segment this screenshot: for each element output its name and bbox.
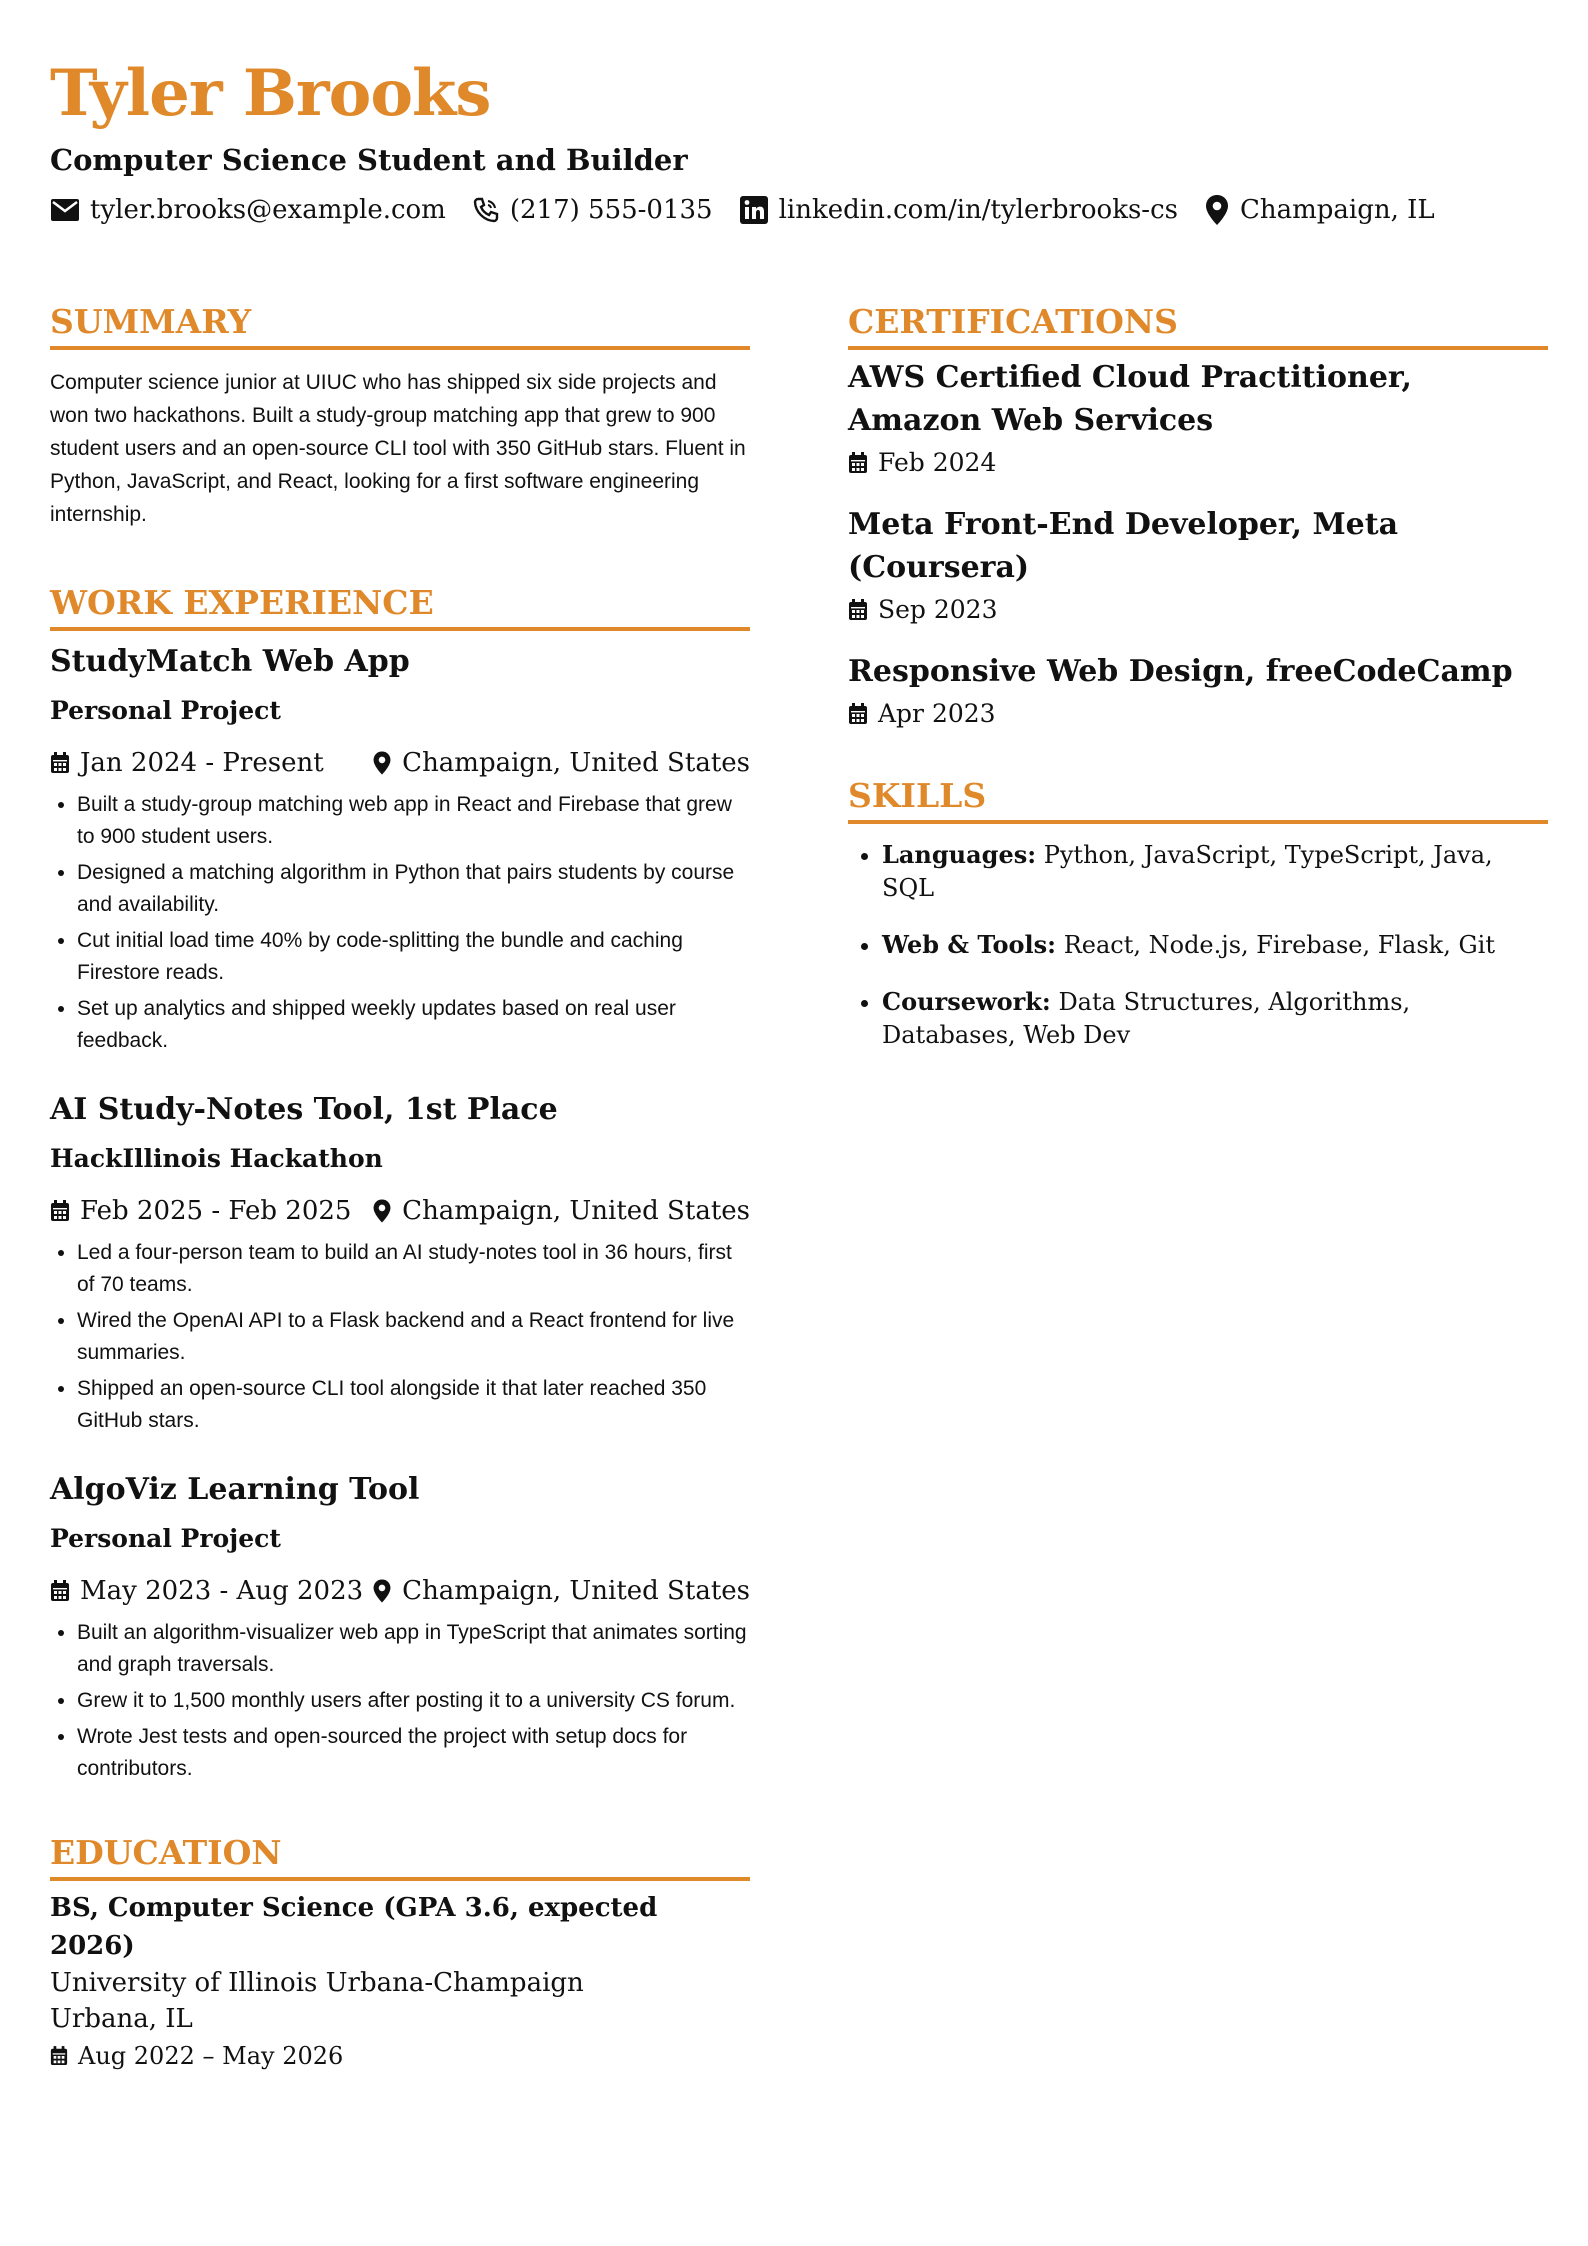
education-school: University of Illinois Urbana-Champaign [50,1968,584,1998]
job-location [372,1571,750,1611]
skills-heading: SKILLS [848,772,1548,824]
candidate-headline: Computer Science Student and Builder [50,143,688,177]
summary-heading: SUMMARY [50,298,750,350]
certification-entry [848,356,1548,481]
job-location-text: Champaign, United States [402,1576,750,1606]
job-dates [50,1571,363,1611]
certification-date [848,696,1548,732]
job-entry [50,1085,750,1437]
job-dates [50,743,324,783]
contact-email[interactable] [50,190,446,230]
calendar-icon [50,1580,70,1602]
bullet-item: • Shipped an open-source CLI tool alongside it that later reached 350 GitHub stars. [77,1373,750,1437]
certification-date-text: Feb 2024 [878,448,997,477]
education-dates [50,2037,750,2075]
skill-label: Web & Tools: [882,930,1057,959]
bullet-item: • Grew it to 1,500 monthly users after posting it to a university CS forum. [77,1685,750,1717]
job-location-text: Champaign, United States [402,748,750,778]
certifications-heading: CERTIFICATIONS [848,298,1548,350]
calendar-icon [848,703,868,725]
job-organization: Personal Project [50,696,281,725]
summary-text: Computer science junior at UIUC who has shipped six side projects and won two hackathons. Built a study-group matching app that grew to 900 student users and an open-source CLI tool with 350 GitHub stars. Fluent in Python, JavaScript, and React, looking for a first software engineering internship. [50,371,746,526]
calendar-icon [50,1200,70,1222]
experience-heading: WORK EXPERIENCE [50,579,750,631]
job-location [372,1191,750,1231]
calendar-icon [50,2046,68,2066]
experience-section [50,579,750,1785]
location-pin-icon [372,750,392,776]
job-location [372,743,750,783]
skill-value: Python, JavaScript, TypeScript, Java, SQL [882,841,1493,902]
skills-list [848,838,1548,1052]
email-text: tyler.brooks@example.com [90,195,446,225]
linkedin-icon [739,195,769,225]
phone-icon [472,196,500,224]
education-degree: BS, Computer Science (GPA 3.6, expected 2026) [50,1893,658,1961]
skills-section [848,772,1548,1052]
job-dates [50,1191,351,1231]
job-bullets [50,1617,750,1785]
certification-entry [848,503,1548,628]
skill-value: React, Node.js, Firebase, Flask, Git [1063,931,1495,959]
summary-section [50,298,750,531]
job-title: AI Study-Notes Tool, 1st Place [50,1092,558,1127]
candidate-name: Tyler Brooks [50,56,491,131]
skill-item [882,838,1548,905]
bullet-item: • Wrote Jest tests and open-sourced the project with setup docs for contributors. [77,1721,750,1785]
education-section [50,1829,750,2075]
job-meta [50,1191,750,1231]
certification-date [848,445,1548,481]
bullet-item: • Set up analytics and shipped weekly updates based on real user feedback. [77,993,750,1057]
job-title: AlgoViz Learning Tool [50,1472,420,1507]
job-entry [50,637,750,1057]
skill-value: Data Structures, Algorithms, Databases, Web Dev [882,988,1411,1049]
certification-date-text: Sep 2023 [878,595,998,624]
bullet-item: • Wired the OpenAI API to a Flask backend and a React frontend for live summaries. [77,1305,750,1369]
certification-entry [848,650,1548,732]
left-column [50,298,750,2075]
certification-date-text: Apr 2023 [878,699,996,728]
contact-phone[interactable] [472,190,713,230]
job-organization: Personal Project [50,1524,281,1553]
contact-bar [50,190,1550,230]
location-pin-icon [1204,194,1230,226]
location-pin-icon [372,1578,392,1604]
linkedin-text: linkedin.com/in/tylerbrooks-cs [778,195,1178,225]
education-dates-text: Aug 2022 – May 2026 [78,2042,344,2070]
right-column [848,298,1548,1075]
bullet-item: • Led a four-person team to build an AI study-notes tool in 36 hours, first of 70 teams. [77,1237,750,1301]
job-dates-text: May 2023 - Aug 2023 [80,1576,364,1606]
skill-label: Coursework: [882,987,1051,1016]
resume-header [50,52,1550,230]
certification-date [848,592,1548,628]
job-bullets [50,789,750,1057]
job-bullets [50,1237,750,1437]
skill-item [882,928,1548,962]
job-meta [50,743,750,783]
job-location-text: Champaign, United States [402,1196,750,1226]
certification-name: Responsive Web Design, freeCodeCamp [848,654,1513,689]
job-title: StudyMatch Web App [50,644,410,679]
job-dates-text: Jan 2024 - Present [80,748,324,778]
job-meta [50,1571,750,1611]
location-pin-icon [372,1198,392,1224]
skill-label: Languages: [882,840,1037,869]
mail-icon [50,198,80,222]
contact-location [1204,190,1435,230]
calendar-icon [50,752,70,774]
phone-text: (217) 555-0135 [509,195,713,225]
education-location: Urbana, IL [50,2004,193,2034]
bullet-item: • Built a study-group matching web app in React and Firebase that grew to 900 student users. [77,789,750,853]
job-organization: HackIllinois Hackathon [50,1144,383,1173]
bullet-item: • Cut initial load time 40% by code-splitting the bundle and caching Firestore reads. [77,925,750,989]
job-dates-text: Feb 2025 - Feb 2025 [80,1196,352,1226]
contact-linkedin[interactable] [739,190,1178,230]
calendar-icon [848,599,868,621]
certification-name: AWS Certified Cloud Practitioner, Amazon Web Services [848,360,1412,438]
certifications-section [848,298,1548,732]
calendar-icon [848,452,868,474]
education-heading: EDUCATION [50,1829,750,1881]
bullet-item: • Built an algorithm-visualizer web app in TypeScript that animates sorting and graph traversals. [77,1617,750,1681]
location-text: Champaign, IL [1239,195,1435,225]
certification-name: Meta Front-End Developer, Meta (Coursera) [848,507,1399,585]
bullet-item: • Designed a matching algorithm in Python that pairs students by course and availability. [77,857,750,921]
job-entry [50,1465,750,1785]
skill-item [882,985,1548,1052]
